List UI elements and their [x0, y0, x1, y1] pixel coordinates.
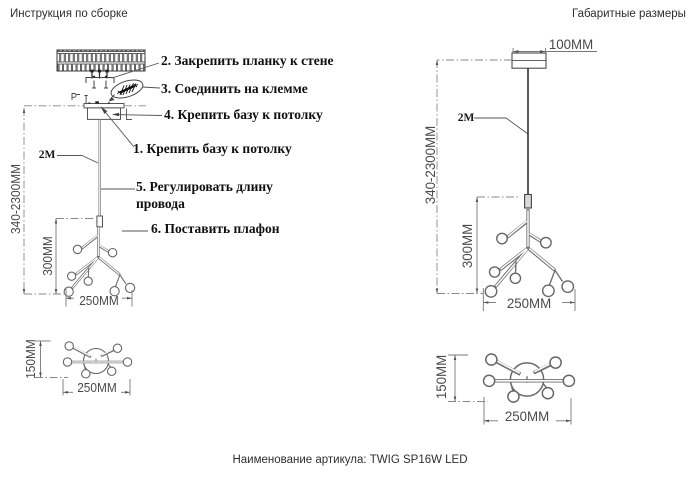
right-canopy-width-label: 100ММ	[548, 36, 594, 52]
article-name: Наименование артикула: TWIG SP16W LED	[232, 454, 468, 466]
right-lamp-height-label: 300ММ	[459, 223, 475, 269]
mounting-bracket	[86, 76, 114, 88]
left-lamp-height-label: 300ММ	[41, 236, 55, 276]
left-lamp-width-label: 250ММ	[79, 294, 119, 308]
lamp-side-view-right	[485, 209, 573, 297]
step-3-label: 3. Соединить на клемме	[161, 81, 308, 96]
left-panel-title: Инструкция по сборке	[10, 8, 128, 20]
left-topview-height-label: 150ММ	[24, 339, 38, 379]
right-topview-width-label: 250ММ	[504, 408, 550, 424]
lamp-top-view-left	[63, 342, 131, 378]
right-panel-title: Габаритные размеры	[572, 8, 686, 20]
lamp-side-view-left	[64, 226, 135, 296]
right-cord-length-label: 2М	[457, 112, 475, 124]
pendant-cord-left	[97, 119, 103, 227]
step-5-label: 5. Регулировать длину провода	[136, 179, 273, 211]
pendant-cord-right	[525, 68, 532, 208]
step-2-label: 2. Закрепить планку к стене	[161, 53, 334, 68]
step-1-label: 1. Крепить базу к потолку	[133, 141, 292, 156]
left-height-range-label: 340-2300ММ	[9, 164, 23, 234]
right-height-range-label: 340-2300ММ	[422, 125, 438, 205]
right-topview-height-label: 150ММ	[433, 354, 449, 400]
step-6-label: 6. Поставить плафон	[151, 221, 280, 236]
step-4-label: 4. Крепить базу к потолку	[164, 107, 323, 122]
left-topview-width-label: 250ММ	[77, 381, 117, 395]
wall-hatch	[57, 50, 145, 79]
left-cord-length-label: 2М	[38, 149, 56, 161]
right-lamp-width-label: 250ММ	[506, 295, 552, 311]
lamp-top-view-right	[484, 354, 575, 402]
